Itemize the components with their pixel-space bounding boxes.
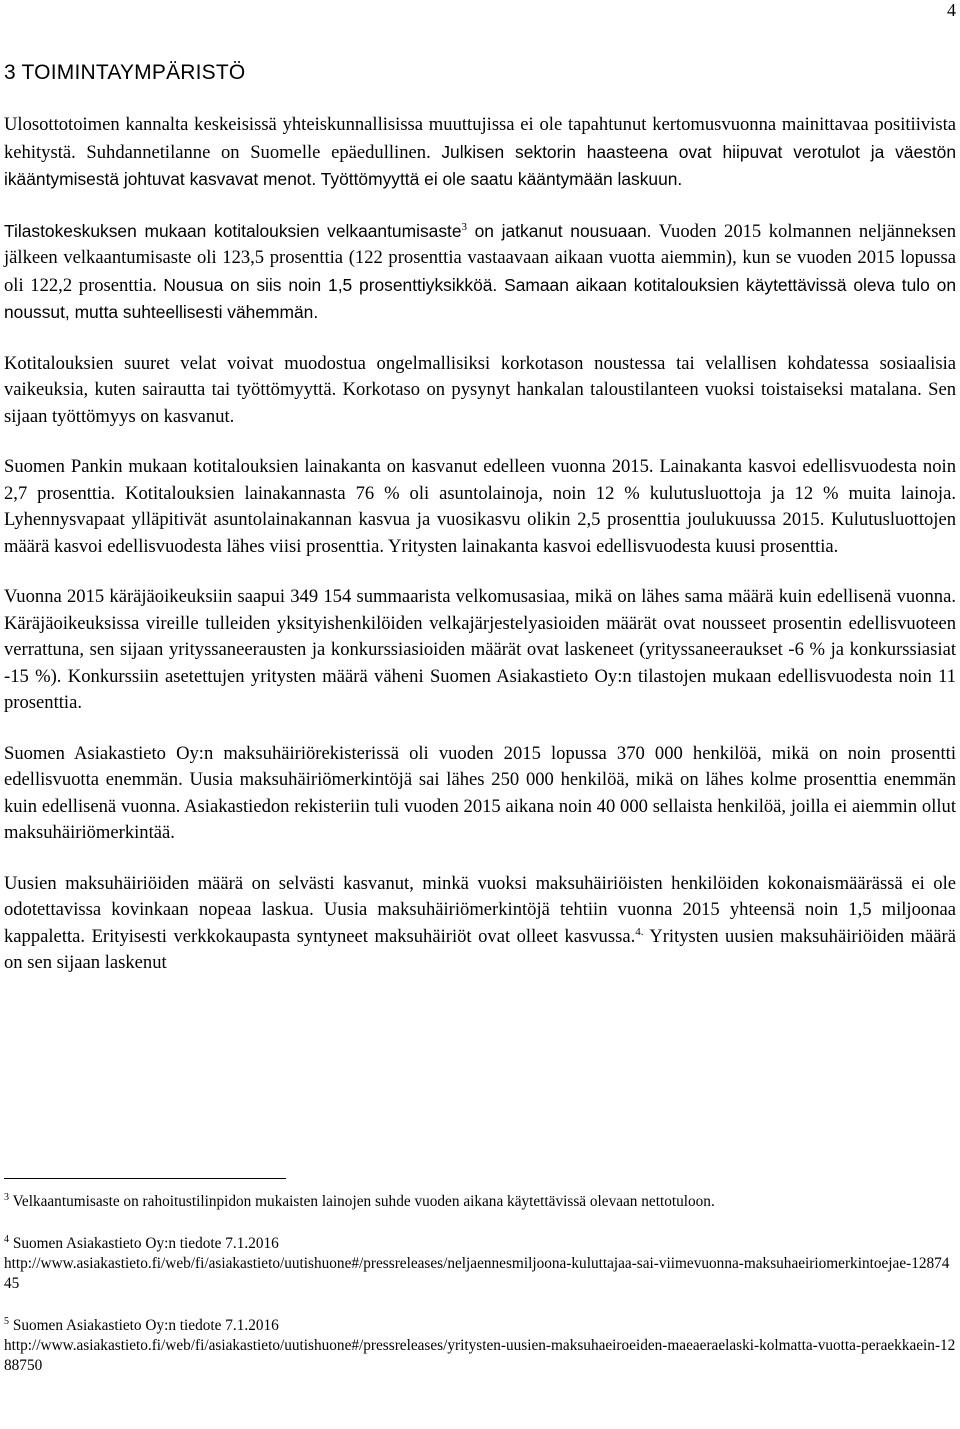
- footnote-number: 4: [4, 1233, 9, 1245]
- footnote-4: [4, 1234, 956, 1294]
- footnote-text: Suomen Asiakastieto Oy:n tiedote 7.1.2016: [12, 1317, 279, 1334]
- footnote-text: Suomen Asiakastieto Oy:n tiedote 7.1.2016: [12, 1235, 279, 1252]
- footnote-ref-3[interactable]: 3: [461, 220, 468, 233]
- footnote-3: [4, 1192, 956, 1212]
- footnote-link[interactable]: http://www.asiakastieto.fi/web/fi/asiakastieto/uutishuone#/pressreleases/neljaennesmiljoona-kuluttajaa-sai-viimevuonna-maksuhaeiriomerkintoejae-1287445: [4, 1255, 950, 1292]
- paragraph-2-sans-mid: on jatkanut nousuaan.: [474, 220, 652, 241]
- paragraph-2-sans-start: Tilastokeskuksen mukaan kotitalouksien velkaantumisaste: [4, 220, 462, 241]
- footnote-text: Velkaantumisaste on rahoitustilinpidon mukaisten lainojen suhde vuoden aikana käytettävissä olevaan nettotuloon.: [12, 1193, 715, 1210]
- footnote-ref-4[interactable]: 4.: [635, 925, 644, 938]
- paragraph-1-serif: Ulosottotoimen kannalta keskeisissä yhteiskunnallisissa muuttujissa ei ole tapahtunut kertomusvuonna mainittavaa positiivista kehitystä. Suhdannetilanne on Suomelle epäedullinen.: [4, 114, 956, 163]
- paragraph-6: Suomen Asiakastieto Oy:n maksuhäiriörekisterissä oli vuoden 2015 lopussa 370 000 henkilöä, mikä on noin prosentti edellisvuotta enemmän. Uusia maksuhäiriömerkintöjä sai lähes 250 000 henkilöä, mikä on lähes kolme prosenttia enemmän kuin edellisenä vuonna. Asiakastiedon rekisteriin tuli vuoden 2015 aikana noin 40 000 sellaista henkilöä, joilla ei aiemmin ollut maksuhäiriömerkintää.: [4, 742, 956, 843]
- paragraph-7-end: Yritysten uusien maksuhäiriöiden määrä on sen sijaan laskenut: [4, 925, 956, 973]
- paragraph-7-start: Uusien maksuhäiriöiden määrä on selvästi kasvanut, minkä vuoksi maksuhäiriöisten henkilöiden kokonaismäärässä ei ole odotettavissa kovinkaan nopeaa laskua. Uusia maksuhäiriömerkintöjä tehtiin vuonna 2015 yhteensä noin 1,5 miljoonaa kappaletta. Erityisesti verkkokaupasta syntyneet maksuhäiriöt ovat olleet kasvussa.: [4, 872, 956, 947]
- paragraph-7: [4, 871, 956, 977]
- paragraph-5: Vuonna 2015 käräjäoikeuksiin saapui 349 154 summaarista velkomusasiaa, mikä on lähes sama määrä kuin edellisenä vuonna. Käräjäoikeuksissa vireille tulleiden yksityishenkilöiden velkajärjestelyasioiden määrät ovat nousseet prosentin edellisvuoteen verrattuna, sen sijaan yrityssaneerausten ja konkurssiasioiden määrät ovat laskeneet (yrityssaneeraukset -6 % ja konkurssiasiat -15 %). Konkurssiin asetettujen yritysten määrä väheni Suomen Asiakastieto Oy:n tilastojen mukaan edellisvuodesta noin 11 prosenttia.: [4, 586, 956, 713]
- footnote-number: 3: [4, 1191, 9, 1203]
- paragraph-2-serif: Vuoden 2015 kolmannen neljänneksen jälkeen velkaantumisaste oli 123,5 prosenttia (122 prosenttia vastaavaan aikaan vuotta aiemmin), kun se vuoden 2015 lopussa oli 122,2 prosenttia.: [4, 220, 956, 296]
- document-body: [4, 60, 956, 1001]
- paragraph-1: [4, 112, 956, 194]
- paragraph-1-sans: Julkisen sektorin haasteena ovat hiipuvat verotulot ja väestön ikääntymisestä johtuvat kasvavat menot. Työttömyyttä ei ole saatu kääntymään laskuun.: [4, 141, 956, 189]
- paragraph-3: Kotitalouksien suuret velat voivat muodostua ongelmallisiksi korkotason noustessa tai velallisen kohdatessa sosiaalisia vaikeuksia, kuten sairautta tai työttömyyttä. Korkotaso on pysynyt hankalan taloustilanteen vuoksi toistaiseksi matalana. Sen sijaan työttömyys on kasvanut.: [4, 352, 956, 427]
- paragraph-2: [4, 218, 956, 327]
- footnote-number: 5: [4, 1315, 9, 1327]
- page-number: 4: [947, 0, 956, 20]
- footnote-separator: [4, 1178, 286, 1179]
- footnotes: [4, 1192, 956, 1398]
- footnote-link[interactable]: http://www.asiakastieto.fi/web/fi/asiakastieto/uutishuone#/pressreleases/yritysten-uusien-maksuhaeiroeiden-maeaeraelaski-kolmatta-vuotta-peraekkaein-1288750: [4, 1337, 956, 1374]
- footnote-5: [4, 1316, 956, 1376]
- section-heading: 3 TOIMINTAYMPÄRISTÖ: [4, 61, 246, 84]
- paragraph-4: Suomen Pankin mukaan kotitalouksien lainakanta on kasvanut edelleen vuonna 2015. Lainakanta kasvoi edellisvuodesta noin 2,7 prosenttia. Kotitalouksien lainakannasta 76 % oli asuntolainoja, noin 12 % kulutusluottoja ja 12 % muita lainoja. Lyhennysvapaat ylläpitivät asuntolainakannan kasvua ja vuosikasvu olikin 2,5 prosenttia joulukuussa 2015. Kulutusluottojen määrä kasvoi edellisvuodesta lähes viisi prosenttia. Yritysten lainakanta kasvoi edellisvuodesta kuusi prosenttia.: [4, 456, 956, 557]
- paragraph-2-sans-end: Nousua on siis noin 1,5 prosenttiyksikköä. Samaan aikaan kotitalouksien käytettävissä oleva tulo on noussut, mutta suhteellisesti vähemmän.: [4, 274, 956, 322]
